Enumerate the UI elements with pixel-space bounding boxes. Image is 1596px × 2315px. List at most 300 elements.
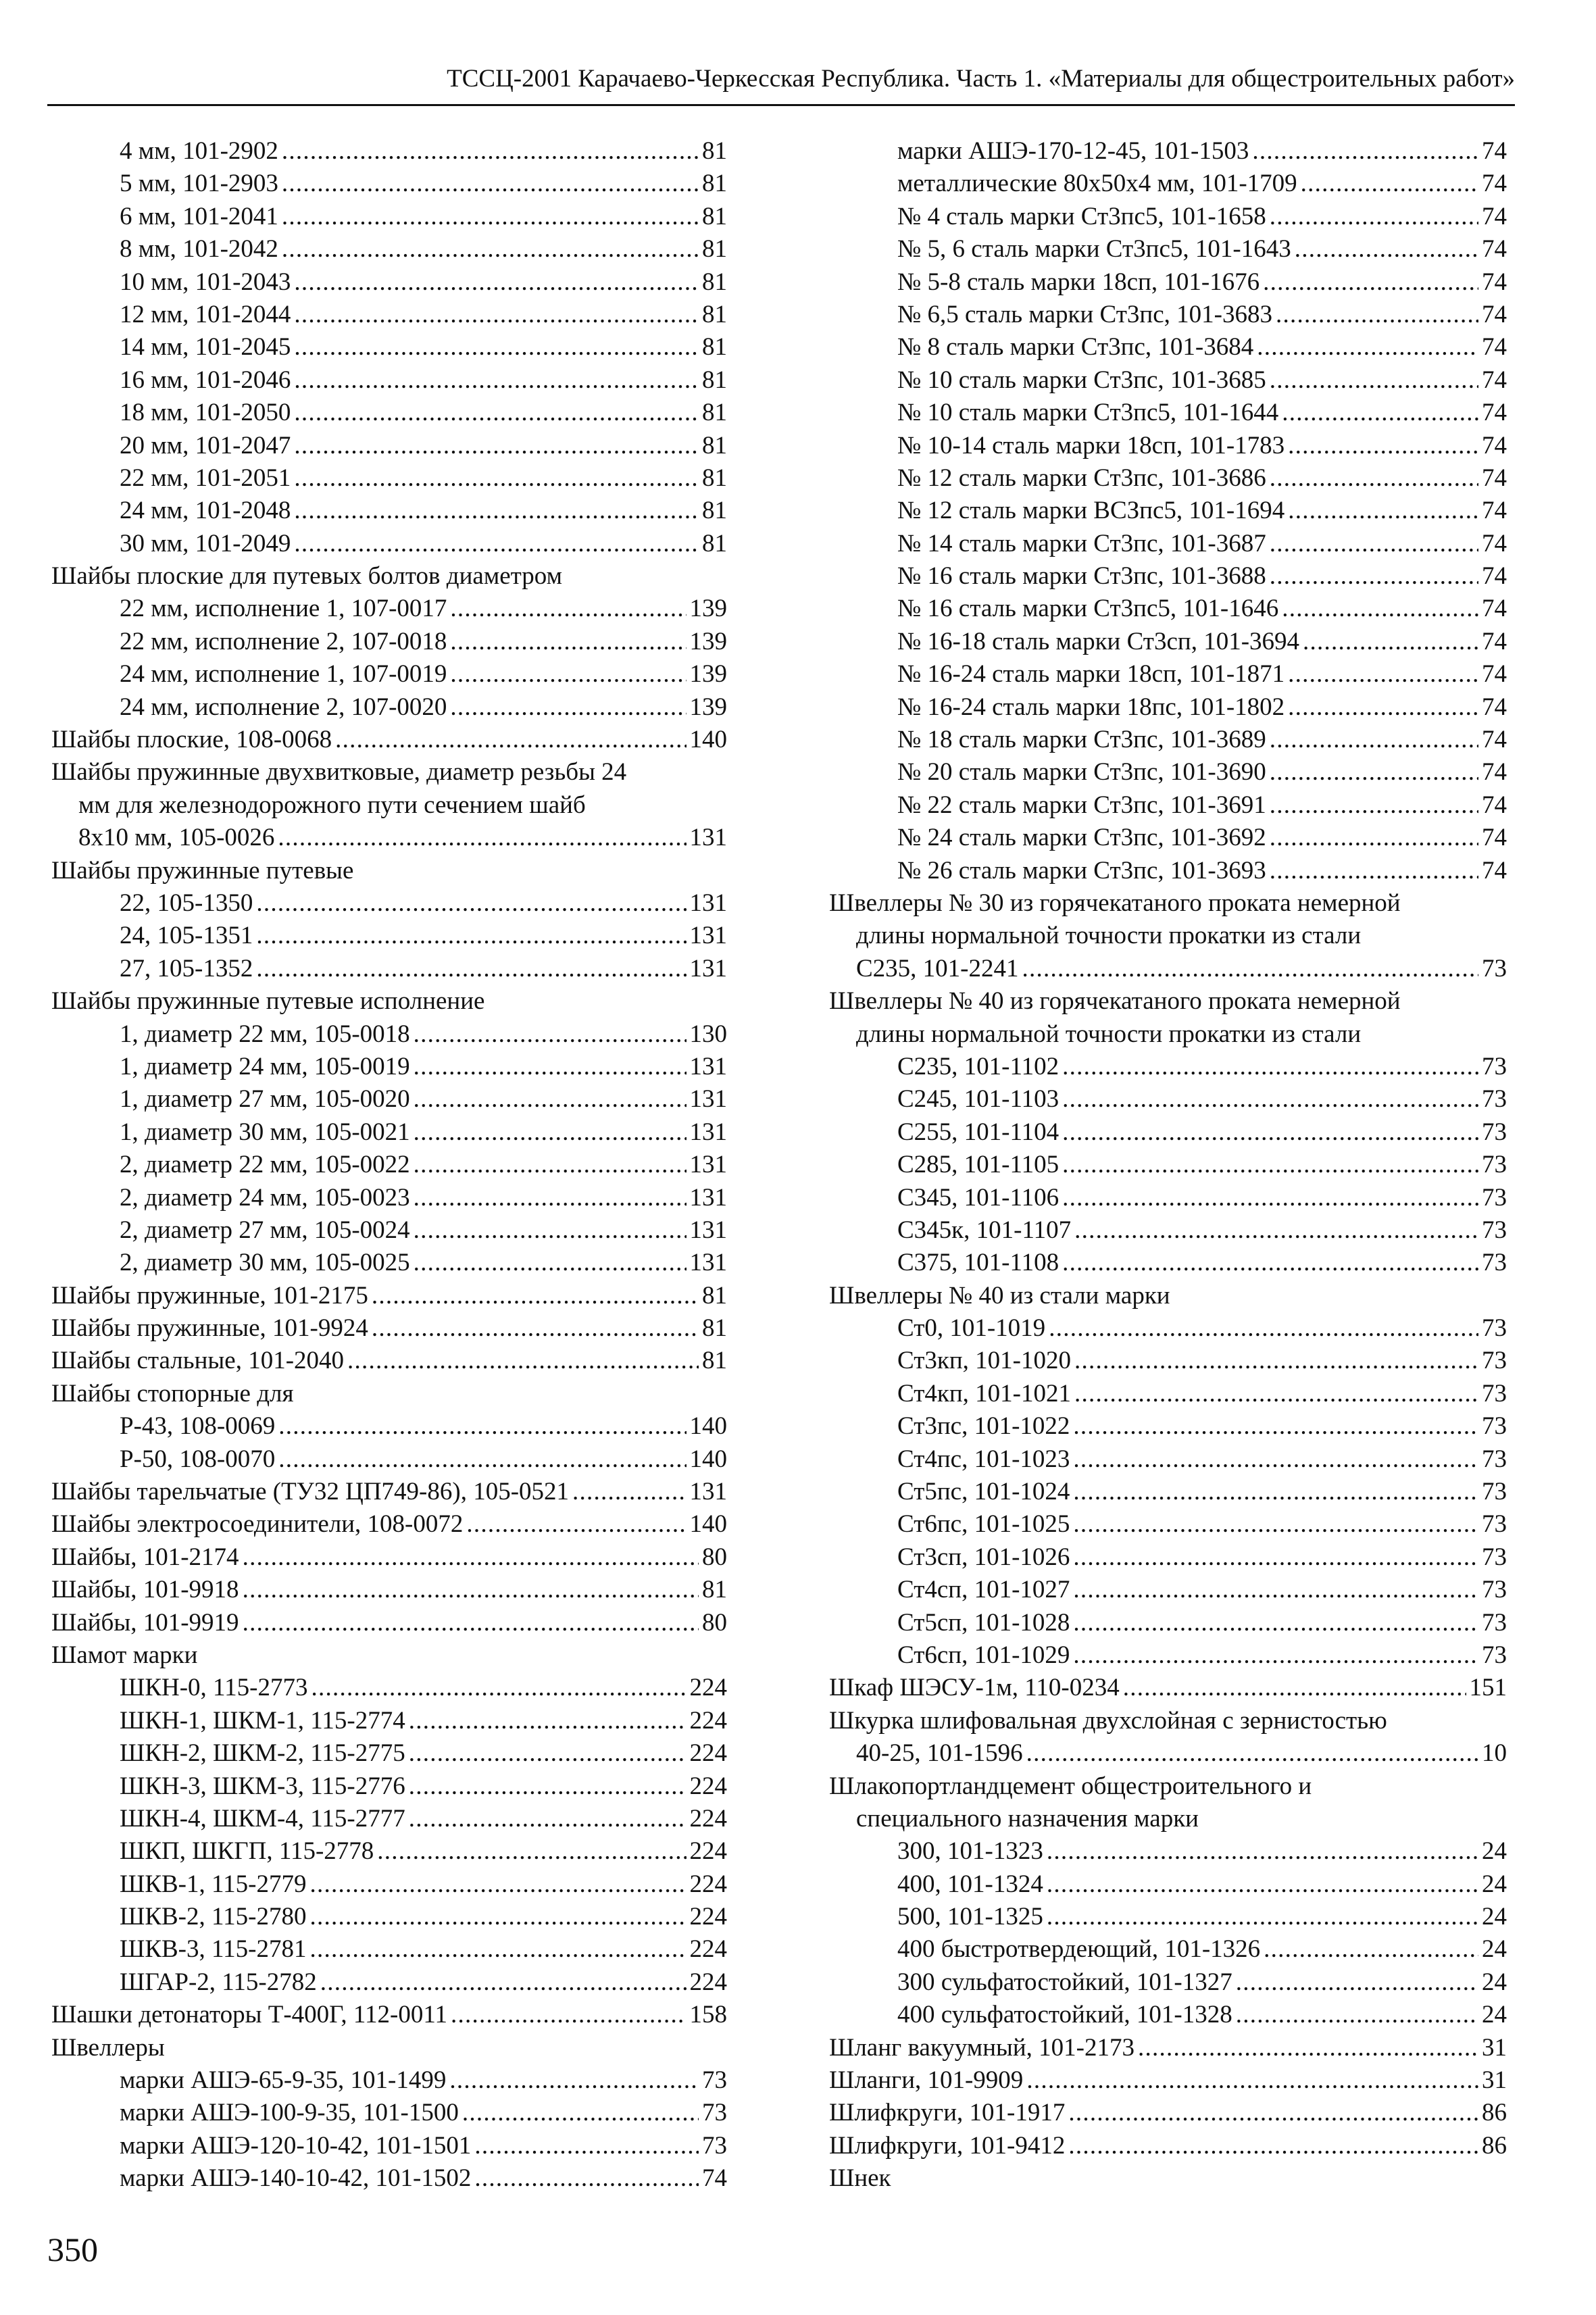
dot-leader [1047, 1868, 1478, 1901]
entry-page-number: 74 [1482, 202, 1507, 230]
dot-leader [256, 920, 686, 952]
entry-page-number: 24 [1482, 1968, 1507, 1996]
entry-text: № 12 сталь марки ВСЗпс5, 101-1694 [897, 497, 1285, 525]
dot-leader [256, 953, 686, 985]
dot-leader [1282, 397, 1478, 429]
index-entry [829, 691, 1507, 724]
entry-page-number: 74 [1482, 464, 1507, 492]
index-entry [51, 1933, 727, 1966]
entry-page-number: 74 [1482, 399, 1507, 427]
index-entry [51, 887, 727, 920]
index-entry [51, 430, 727, 462]
index-entry [51, 1214, 727, 1247]
entry-page-number: 81 [702, 300, 727, 328]
index-entry [829, 953, 1507, 985]
index-entry [829, 724, 1507, 756]
entry-page-number: 81 [702, 235, 727, 264]
entry-text: металлические 80x50x4 мм, 101-1709 [897, 170, 1297, 198]
entry-text: С235, 101-2241 [856, 954, 1019, 982]
index-entry [829, 462, 1507, 495]
index-entry [829, 1345, 1507, 1377]
index-entry [51, 822, 727, 854]
entry-text: № 5, 6 сталь марки Ст3пс5, 101-1643 [897, 235, 1291, 264]
index-entry [51, 920, 727, 952]
dot-leader [294, 462, 699, 495]
entry-page-number: 81 [702, 497, 727, 525]
index-entry [829, 1999, 1507, 2031]
entry-text: ШКН-0, 115-2773 [120, 1674, 308, 1702]
index-entry [829, 430, 1507, 462]
entry-page-number: 73 [1482, 1543, 1507, 1571]
dot-leader [450, 626, 686, 658]
entry-text: 1, диаметр 22 мм, 105-0018 [120, 1020, 410, 1048]
entry-page-number: 130 [689, 1020, 727, 1048]
entry-page-number: 73 [702, 2099, 727, 2127]
dot-leader [474, 2130, 699, 2162]
entry-page-number: 24 [1482, 1935, 1507, 1964]
index-entry [51, 1280, 727, 1312]
index-entry [51, 299, 727, 331]
entry-text: 24 мм, исполнение 2, 107-0020 [120, 693, 447, 721]
dot-leader [1074, 1214, 1478, 1247]
index-entry [829, 822, 1507, 854]
index-heading: специального назначения марки [856, 1804, 1199, 1833]
entry-page-number: 81 [702, 399, 727, 427]
dot-leader [335, 724, 686, 756]
dot-leader [409, 1770, 687, 1803]
dot-leader [1049, 1312, 1478, 1345]
dot-leader [1138, 2032, 1478, 2064]
entry-text: 300 сульфатостойкий, 101-1327 [897, 1968, 1232, 1996]
entry-page-number: 80 [702, 1543, 727, 1571]
entry-page-number: 73 [1482, 1118, 1507, 1146]
entry-page-number: 80 [702, 1608, 727, 1637]
entry-text: 16 мм, 101-2046 [120, 366, 291, 394]
entry-page-number: 73 [1482, 1510, 1507, 1539]
entry-page-number: 139 [689, 627, 727, 655]
entry-page-number: 224 [689, 1968, 727, 1996]
index-entry [51, 953, 727, 985]
entry-page-number: 73 [1482, 1249, 1507, 1277]
dot-leader [450, 691, 686, 724]
entry-text: ШКН-3, ШКМ-3, 115-2776 [120, 1772, 405, 1800]
index-heading: Шкурка шлифовальная двухслойная с зернистостью [829, 1706, 1387, 1735]
dot-leader [1062, 1051, 1478, 1083]
entry-text: ШКП, ШКГП, 115-2778 [120, 1837, 374, 1866]
entry-text: Ст6сп, 101-1029 [897, 1641, 1070, 1669]
dot-leader [414, 1018, 687, 1051]
dot-leader [377, 1835, 686, 1868]
index-entry [829, 1901, 1507, 1933]
index-entry [829, 2097, 1507, 2129]
index-entry [51, 1051, 727, 1083]
dot-leader [449, 2064, 699, 2097]
entry-page-number: 81 [702, 366, 727, 394]
entry-text: С285, 101-1105 [897, 1151, 1059, 1179]
index-entry [829, 1476, 1507, 1508]
entry-text: Шайбы пружинные, 101-2175 [51, 1281, 368, 1310]
dot-leader [294, 299, 699, 331]
index-heading: Шайбы пружинные двухвитковые, диаметр резьбы 24 [51, 758, 627, 787]
index-entry [829, 364, 1507, 397]
index-heading: Шайбы пружинные путевые [51, 856, 354, 885]
dot-leader [320, 1966, 687, 1999]
entry-page-number: 224 [689, 1772, 727, 1800]
index-entry [829, 299, 1507, 331]
entry-page-number: 74 [1482, 137, 1507, 165]
index-heading: мм для железнодорожного пути сечением шайб [78, 791, 586, 819]
entry-text: С255, 101-1104 [897, 1118, 1059, 1146]
entry-page-number: 131 [689, 954, 727, 982]
entry-text: Ст0, 101-1019 [897, 1314, 1046, 1343]
entry-page-number: 139 [689, 660, 727, 689]
entry-text: № 5-8 сталь марки 18сп, 101-1676 [897, 268, 1260, 296]
dot-leader [1062, 1083, 1478, 1116]
entry-text: Шайбы электросоединители, 108-0072 [51, 1510, 464, 1539]
dot-leader [1073, 1443, 1478, 1476]
entry-page-number: 73 [1482, 1608, 1507, 1637]
dot-leader [1073, 1410, 1478, 1443]
entry-page-number: 224 [689, 1804, 727, 1833]
index-entry [829, 560, 1507, 593]
dot-leader [1288, 430, 1478, 462]
dot-leader [1288, 691, 1478, 724]
entry-page-number: 224 [689, 1739, 727, 1768]
entry-text: 2, диаметр 30 мм, 105-0025 [120, 1249, 410, 1277]
entry-page-number: 31 [1482, 2033, 1507, 2062]
entry-page-number: 74 [1482, 170, 1507, 198]
index-entry [829, 2032, 1507, 2064]
entry-text: Ст6пс, 101-1025 [897, 1510, 1070, 1539]
index-heading: длины нормальной точности прокатки из стали [856, 922, 1362, 950]
dot-leader [450, 593, 686, 625]
entry-text: 12 мм, 101-2044 [120, 300, 291, 328]
entry-page-number: 140 [689, 1510, 727, 1539]
entry-text: марки АШЭ-120-10-42, 101-1501 [120, 2131, 472, 2160]
page-header: ТССЦ-2001 Карачаево-Черкесская Республика. Часть 1. «Материалы для общестроительных работ» [447, 65, 1515, 93]
dot-leader [1074, 1378, 1478, 1410]
dot-leader [309, 1933, 686, 1966]
entry-page-number: 73 [1482, 1314, 1507, 1343]
dot-leader [1068, 2097, 1478, 2129]
index-entry [51, 1999, 727, 2031]
index-entry [51, 1410, 727, 1443]
dot-leader [1062, 1247, 1478, 1279]
entry-page-number: 131 [689, 1216, 727, 1244]
entry-page-number: 81 [702, 268, 727, 296]
index-entry [51, 1737, 727, 1770]
entry-text: марки АШЭ-140-10-42, 101-1502 [120, 2164, 472, 2193]
entry-page-number: 224 [689, 1903, 727, 1931]
dot-leader [294, 397, 699, 429]
index-entry [829, 658, 1507, 691]
entry-text: Шкаф ШЭСУ-1м, 110-0234 [829, 1674, 1120, 1702]
index-entry [51, 1607, 727, 1639]
index-entry [51, 1018, 727, 1051]
entry-text: № 10 сталь марки Ст3пс5, 101-1644 [897, 399, 1279, 427]
entry-page-number: 74 [1482, 660, 1507, 689]
index-entry [51, 1803, 727, 1835]
dot-leader [243, 1574, 699, 1606]
dot-leader [278, 1443, 686, 1476]
entry-text: 8 мм, 101-2042 [120, 235, 278, 264]
entry-page-number: 81 [702, 1347, 727, 1375]
dot-leader [450, 658, 686, 691]
index-entry [829, 1214, 1507, 1247]
entry-page-number: 81 [702, 431, 727, 459]
dot-leader [1073, 1476, 1478, 1508]
entry-page-number: 140 [689, 1445, 727, 1473]
index-heading: Шайбы пружинные путевые исполнение [51, 987, 485, 1016]
index-entry [829, 1410, 1507, 1443]
index-heading: Швеллеры № 30 из горячекатаного проката немерной [829, 889, 1401, 917]
entry-text: Шланг вакуумный, 101-2173 [829, 2033, 1135, 2062]
index-entry [51, 495, 727, 527]
entry-text: ШКВ-1, 115-2779 [120, 1870, 307, 1898]
entry-text: Ст3сп, 101-1026 [897, 1543, 1070, 1571]
index-entry [829, 1182, 1507, 1214]
entry-page-number: 131 [689, 1085, 727, 1114]
entry-text: 24 мм, 101-2048 [120, 497, 291, 525]
index-entry [51, 1966, 727, 1999]
entry-page-number: 131 [689, 1052, 727, 1080]
index-heading: длины нормальной точности прокатки из стали [856, 1020, 1362, 1048]
index-entry [51, 168, 727, 200]
dot-leader [414, 1116, 687, 1149]
dot-leader [1123, 1672, 1466, 1704]
entry-text: 18 мм, 101-2050 [120, 399, 291, 427]
entry-text: ШГАР-2, 115-2782 [120, 1968, 317, 1996]
entry-text: 8x10 мм, 105-0026 [78, 824, 275, 852]
dot-leader [243, 1607, 699, 1639]
entry-text: № 22 сталь марки Ст3пс, 101-3691 [897, 791, 1266, 819]
entry-text: марки АШЭ-65-9-35, 101-1499 [120, 2066, 447, 2095]
dot-leader [294, 495, 699, 527]
entry-text: Шайбы пружинные, 101-9924 [51, 1314, 368, 1343]
index-entry [829, 1868, 1507, 1901]
dot-leader [1263, 266, 1478, 299]
entry-page-number: 81 [702, 137, 727, 165]
entry-text: 6 мм, 101-2041 [120, 202, 278, 230]
entry-text: 10 мм, 101-2043 [120, 268, 291, 296]
dot-leader [409, 1705, 687, 1737]
index-entry [829, 1966, 1507, 1999]
entry-text: 20 мм, 101-2047 [120, 431, 291, 459]
index-heading: Швеллеры № 40 из стали марки [829, 1281, 1170, 1310]
index-entry [829, 1083, 1507, 1116]
index-entry [829, 168, 1507, 200]
index-entry [829, 397, 1507, 429]
index-entry [829, 528, 1507, 560]
entry-page-number: 81 [702, 464, 727, 492]
index-entry [51, 266, 727, 299]
dot-leader [347, 1345, 699, 1377]
dot-leader [1062, 1182, 1478, 1214]
dot-leader [1282, 593, 1478, 625]
dot-leader [1073, 1541, 1478, 1574]
entry-page-number: 74 [1482, 300, 1507, 328]
entry-text: Шайбы тарельчатые (ТУ32 ЦП749-86), 105-0521 [51, 1478, 570, 1506]
index-entry [51, 1116, 727, 1149]
dot-leader [1303, 626, 1478, 658]
index-entry [829, 1149, 1507, 1181]
index-entry [829, 1737, 1507, 1770]
entry-text: марки АШЭ-170-12-45, 101-1503 [897, 137, 1249, 165]
entry-text: С375, 101-1108 [897, 1249, 1059, 1277]
index-entry [829, 331, 1507, 364]
entry-text: № 10 сталь марки Ст3пс, 101-3685 [897, 366, 1266, 394]
index-heading: Шнек [829, 2164, 891, 2193]
index-entry [829, 1312, 1507, 1345]
entry-text: № 10-14 сталь марки 18сп, 101-1783 [897, 431, 1285, 459]
index-entry [51, 201, 727, 233]
entry-text: ШКН-4, ШКМ-4, 115-2777 [120, 1804, 405, 1833]
index-entry [51, 2130, 727, 2162]
entry-page-number: 74 [1482, 497, 1507, 525]
entry-page-number: 74 [1482, 366, 1507, 394]
index-entry [51, 1149, 727, 1181]
entry-page-number: 74 [1482, 595, 1507, 623]
dot-leader [474, 2162, 699, 2195]
dot-leader [282, 168, 699, 200]
entry-text: С345к, 101-1107 [897, 1216, 1072, 1244]
dot-leader [1236, 1999, 1478, 2031]
entry-text: Ст4кп, 101-1021 [897, 1379, 1071, 1408]
index-entry [51, 1508, 727, 1541]
dot-leader [1073, 1607, 1478, 1639]
entry-text: Ст5пс, 101-1024 [897, 1478, 1070, 1506]
index-entry [829, 1378, 1507, 1410]
entry-text: № 16-24 сталь марки 18сп, 101-1871 [897, 660, 1285, 689]
entry-page-number: 140 [689, 1412, 727, 1441]
entry-page-number: 81 [702, 1576, 727, 1604]
entry-text: № 4 сталь марки Ст3пс5, 101-1658 [897, 202, 1266, 230]
entry-page-number: 131 [689, 922, 727, 950]
entry-text: 1, диаметр 27 мм, 105-0020 [120, 1085, 410, 1114]
entry-page-number: 224 [689, 1837, 727, 1866]
index-entry [51, 462, 727, 495]
entry-page-number: 224 [689, 1674, 727, 1702]
entry-text: 22 мм, 101-2051 [120, 464, 291, 492]
entry-page-number: 131 [689, 1151, 727, 1179]
index-entry [51, 1672, 727, 1704]
entry-text: 2, диаметр 27 мм, 105-0024 [120, 1216, 410, 1244]
header-rule [47, 104, 1515, 106]
entry-text: № 16-24 сталь марки 18пс, 101-1802 [897, 693, 1285, 721]
entry-text: марки АШЭ-100-9-35, 101-1500 [120, 2099, 459, 2127]
entry-page-number: 73 [1482, 1412, 1507, 1441]
dot-leader [1073, 1639, 1478, 1672]
index-entry [829, 1116, 1507, 1149]
entry-text: 1, диаметр 30 мм, 105-0021 [120, 1118, 410, 1146]
dot-leader [1270, 855, 1478, 887]
index-entry [829, 1607, 1507, 1639]
entry-page-number: 74 [1482, 693, 1507, 721]
dot-leader [1062, 1149, 1478, 1181]
dot-leader [1047, 1835, 1478, 1868]
index-entry [51, 593, 727, 625]
index-entry [829, 135, 1507, 168]
dot-leader [294, 528, 699, 560]
index-entry [51, 724, 727, 756]
dot-leader [414, 1214, 687, 1247]
entry-text: № 24 сталь марки Ст3пс, 101-3692 [897, 824, 1266, 852]
dot-leader [1026, 2064, 1478, 2097]
page-number: 350 [47, 2231, 98, 2268]
index-entry [51, 528, 727, 560]
entry-text: 22, 105-1350 [120, 889, 253, 917]
dot-leader [572, 1476, 686, 1508]
dot-leader [282, 233, 699, 266]
dot-leader [294, 364, 699, 397]
index-entry [51, 1345, 727, 1377]
entry-text: 400 сульфатостойкий, 101-1328 [897, 2001, 1232, 2029]
index-heading: Швеллеры № 40 из горячекатаного проката немерной [829, 987, 1401, 1016]
index-entry [51, 397, 727, 429]
entry-text: ШКВ-3, 115-2781 [120, 1935, 307, 1964]
entry-text: 27, 105-1352 [120, 954, 253, 982]
entry-page-number: 74 [1482, 627, 1507, 655]
entry-page-number: 73 [1482, 1216, 1507, 1244]
entry-page-number: 81 [702, 1281, 727, 1310]
entry-text: С345, 101-1106 [897, 1183, 1059, 1212]
entry-page-number: 73 [1482, 1641, 1507, 1669]
dot-leader [414, 1083, 687, 1116]
entry-text: 5 мм, 101-2903 [120, 170, 278, 198]
dot-leader [1270, 364, 1478, 397]
entry-page-number: 139 [689, 595, 727, 623]
entry-page-number: 74 [702, 2164, 727, 2193]
entry-page-number: 73 [1482, 954, 1507, 982]
index-entry [829, 201, 1507, 233]
entry-page-number: 131 [689, 1478, 727, 1506]
dot-leader [451, 1999, 687, 2031]
index-entry [829, 855, 1507, 887]
entry-text: Шланги, 101-9909 [829, 2066, 1024, 2095]
entry-page-number: 81 [702, 170, 727, 198]
dot-leader [309, 1868, 686, 1901]
index-entry [829, 1639, 1507, 1672]
entry-text: ШКВ-2, 115-2780 [120, 1903, 307, 1931]
entry-page-number: 74 [1482, 529, 1507, 557]
index-entry [829, 1541, 1507, 1574]
entry-page-number: 24 [1482, 1870, 1507, 1898]
dot-leader [294, 430, 699, 462]
dot-leader [414, 1149, 687, 1181]
entry-text: № 12 сталь марки Ст3пс, 101-3686 [897, 464, 1266, 492]
index-heading: Шлакопортландцемент общестроительного и [829, 1772, 1312, 1800]
dot-leader [309, 1901, 686, 1933]
index-entry [51, 1541, 727, 1574]
index-entry [51, 1443, 727, 1476]
entry-page-number: 224 [689, 1870, 727, 1898]
entry-text: Ст3кп, 101-1020 [897, 1347, 1071, 1375]
entry-text: 1, диаметр 24 мм, 105-0019 [120, 1052, 410, 1080]
index-entry [51, 1770, 727, 1803]
entry-page-number: 74 [1482, 726, 1507, 754]
dot-leader [294, 331, 699, 364]
entry-text: Р-43, 108-0069 [120, 1412, 276, 1441]
index-entry [51, 658, 727, 691]
entry-text: Р-50, 108-0070 [120, 1445, 276, 1473]
entry-text: ШКН-1, ШКМ-1, 115-2774 [120, 1706, 405, 1735]
entry-text: Ст4пс, 101-1023 [897, 1445, 1070, 1473]
dot-leader [372, 1312, 699, 1345]
entry-text: 400, 101-1324 [897, 1870, 1043, 1898]
entry-text: № 20 сталь марки Ст3пс, 101-3690 [897, 758, 1266, 787]
entry-page-number: 140 [689, 726, 727, 754]
index-entry [829, 789, 1507, 822]
